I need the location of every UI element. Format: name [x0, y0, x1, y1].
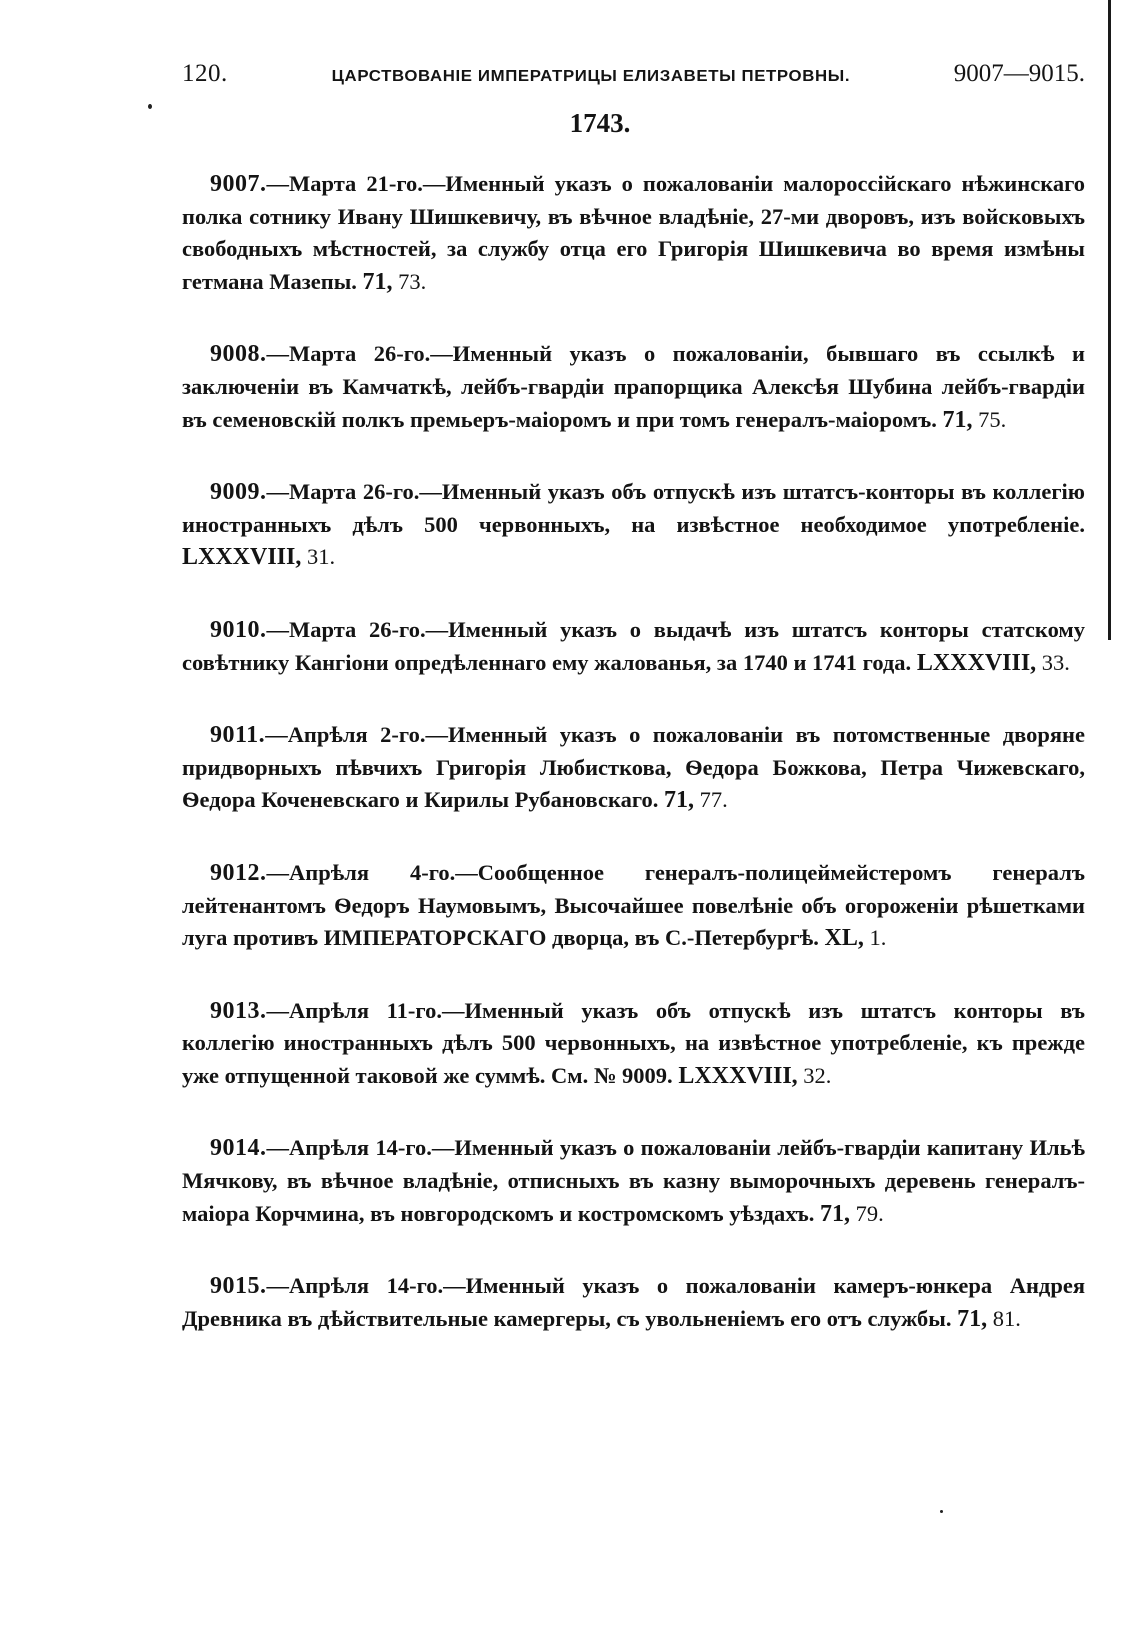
entry-9013 — [182, 995, 1085, 1093]
entry-text: Именный указъ о пожалованіи лейбъ-гвардіи капитану Ильѣ Мячкову, въ вѣчное владѣніе, отписныхъ въ казну выморочныхъ деревень генералъ-маіора Корчмина, въ новгородскомъ и костромскомъ уѣздахъ. — [182, 1135, 1085, 1226]
entry-number: 9013. — [210, 997, 267, 1024]
entry-ref-page: 77. — [693, 787, 728, 813]
entry-ref-volume: 71, — [957, 1305, 988, 1332]
entry-number: 9014. — [210, 1135, 267, 1162]
entry-ref-volume: 71, — [820, 1200, 851, 1227]
entry-ref-volume: 71, — [663, 787, 694, 814]
entry-text: Именный указъ объ отпускѣ изъ штатсъ конторы въ коллегію иностранныхъ дѣлъ 500 червонныхъ, на извѣстное употребленіе, къ прежде уже отпущенной таковой же суммѣ. См. № 9009. — [182, 997, 1085, 1088]
entry-text: Именный указъ о пожалованіи камеръ-юнкера Андрея Древника въ дѣйствительные камергеры, съ увольненіемъ его отъ службы. — [182, 1273, 1085, 1331]
entry-date: —Апрѣля 4-го.— — [266, 859, 478, 885]
entry-date: —Марта 26-го.— — [266, 616, 449, 642]
entry-text: Именный указъ о выдачѣ изъ штатсъ конторы статскому совѣтнику Кангіони опредѣленнаго ему жалованья, за 1740 и 1741 года. — [182, 616, 1085, 675]
year-heading: 1743. — [569, 108, 631, 138]
entry-9008 — [182, 338, 1085, 436]
entries-list — [182, 168, 1085, 1375]
entry-ref-page: 73. — [392, 268, 427, 294]
entry-ref-page: 79. — [850, 1200, 884, 1226]
entry-text: Именный указъ о пожалованіи малороссійскаго нѣжинскаго полка сотнику Ивану Шишкевичу, въ вѣчное владѣніе, 27-ми дворовъ, изъ войсковыхъ свободныхъ мѣстностей, за службу отца его Григорія Шишкевича во время измѣны гетмана Мазепы. — [182, 171, 1085, 294]
entry-date: —Апрѣля 2-го.— — [265, 722, 448, 748]
entry-ref-volume: LXXXVIII, — [916, 649, 1037, 676]
entry-ref-page: 81. — [987, 1305, 1021, 1331]
entry-ref-page: 31. — [301, 544, 336, 570]
entry-9011 — [182, 719, 1085, 817]
entry-range: 9007—9015. — [953, 60, 1085, 87]
entry-ref-volume: 71, — [362, 268, 393, 295]
entry-date: —Апрѣля 11-го.— — [266, 997, 465, 1023]
entry-text: Сообщенное генералъ-полицеймейстеромъ генералъ лейтенантомъ Ѳедоръ Наумовымъ, Высочайшее повелѣніе объ огороженіи рѣшетками луга противъ ИМПЕРАТОРСКАГО дворца, въ С.-Петербургѣ. — [182, 859, 1085, 951]
entry-date: —Марта 21-го.— — [266, 171, 446, 196]
entry-text: Именный указъ о пожалованіи въ потомственные дворяне придворныхъ пѣвчихъ Григорія Любисткова, Ѳедора Божкова, Петра Чижевскаго, Ѳедора Коченевскаго и Кирилы Рубановскаго. — [182, 722, 1085, 813]
entry-text: Именный указъ о пожалованіи, бывшаго въ ссылкѣ и заключеніи въ Камчаткѣ, лейбъ-гвардіи прапорщика Алексѣя Шубина лейбъ-гвардіи въ семеновскій полкъ премьеръ-маіоромъ и при томъ генералъ-маіоромъ. — [182, 341, 1085, 432]
page-number: 120. — [182, 60, 228, 87]
entry-number: 9010. — [210, 616, 267, 643]
entry-9015 — [182, 1270, 1085, 1335]
entry-ref-page: 32. — [797, 1062, 832, 1088]
running-title: ЦАРСТВОВАНІЕ ИМПЕРАТРИЦЫ ЕЛИЗАВЕТЫ ПЕТРОВНЫ. — [331, 68, 851, 85]
entry-number: 9012. — [210, 859, 267, 886]
entry-ref-volume: LXXXVIII, — [182, 544, 302, 571]
entry-9007 — [182, 168, 1085, 298]
entry-number: 9015. — [210, 1273, 267, 1300]
entry-9014 — [182, 1132, 1085, 1230]
print-speck — [940, 1510, 943, 1513]
entry-ref-page: 75. — [972, 406, 1007, 432]
entry-ref-volume: LXXXVIII, — [678, 1062, 798, 1089]
entry-text: Именный указъ объ отпускѣ изъ штатсъ-конторы въ коллегію иностранныхъ дѣлъ 500 червонныхъ, на извѣстное необходимое употребленіе. — [182, 479, 1085, 537]
running-header — [182, 60, 1085, 100]
entry-ref-volume: XL, — [824, 925, 864, 952]
entry-number: 9008. — [210, 341, 267, 368]
entry-date: —Апрѣля 14-го.— — [266, 1273, 466, 1299]
entry-number: 9011. — [210, 722, 266, 749]
entry-date: —Апрѣля 14-го.— — [266, 1135, 455, 1161]
entry-9009 — [182, 476, 1085, 574]
page-edge-rule — [1108, 0, 1111, 640]
entry-number: 9007. — [210, 171, 267, 197]
entry-date: —Марта 26-го.— — [266, 479, 442, 505]
entry-9012 — [182, 857, 1085, 955]
entry-number: 9009. — [210, 479, 267, 506]
entry-9010 — [182, 614, 1085, 679]
entry-ref-page: 1. — [863, 925, 887, 951]
entry-ref-volume: 71, — [942, 406, 973, 433]
entry-ref-page: 33. — [1036, 649, 1070, 675]
entry-date: —Марта 26-го.— — [266, 341, 453, 367]
